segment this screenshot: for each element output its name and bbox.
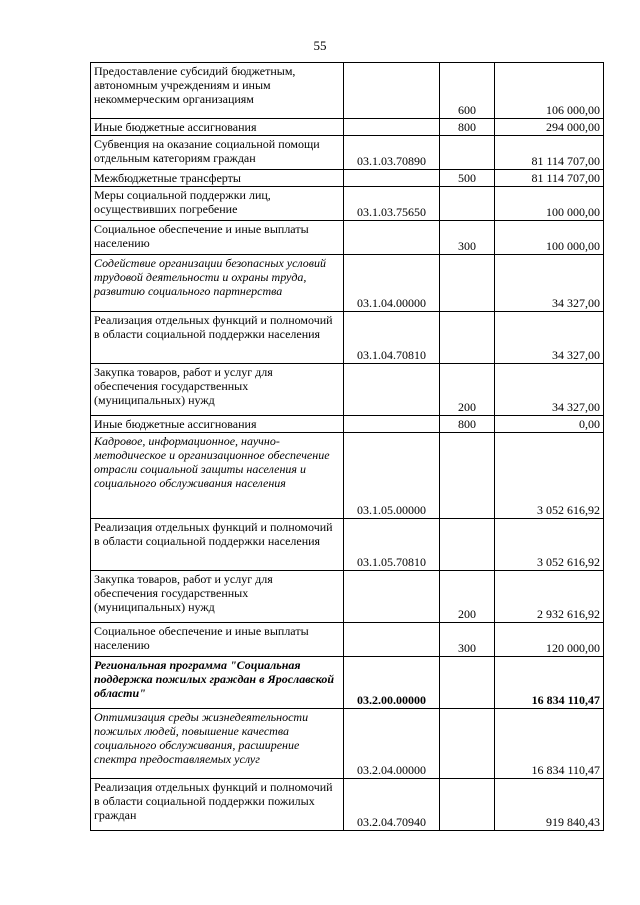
amount-cell: 2 932 616,92 [495,571,604,623]
amount-cell: 0,00 [495,416,604,433]
code-cell [344,364,440,416]
name-cell: Закупка товаров, работ и услуг для обеспечения государственных (муниципальных) нужд [91,364,344,416]
table-row [91,170,604,187]
name-cell: Кадровое, информационное, научно-методическое и организационное обеспечение отрасли социальной защиты населения и социального обслуживания населения [91,433,344,519]
table-row [91,187,604,221]
table-row [91,433,604,519]
table-row [91,312,604,364]
type-cell [440,519,495,571]
amount-cell: 3 052 616,92 [495,433,604,519]
code-cell: 03.1.03.70890 [344,136,440,170]
code-cell: 03.1.04.70810 [344,312,440,364]
name-cell: Иные бюджетные ассигнования [91,416,344,433]
table-row [91,519,604,571]
code-cell: 03.1.04.00000 [344,255,440,312]
code-cell: 03.2.00.00000 [344,657,440,709]
name-cell: Содействие организации безопасных условий трудовой деятельности и охраны труда, развитию социального партнерства [91,255,344,312]
code-cell: 03.1.03.75650 [344,187,440,221]
amount-cell: 34 327,00 [495,312,604,364]
type-cell [440,779,495,831]
amount-cell: 34 327,00 [495,364,604,416]
amount-cell: 16 834 110,47 [495,709,604,779]
amount-cell: 34 327,00 [495,255,604,312]
type-cell: 300 [440,221,495,255]
type-cell: 600 [440,63,495,119]
code-cell [344,63,440,119]
table-row [91,63,604,119]
budget-table-body [91,63,604,831]
type-cell: 200 [440,571,495,623]
table-row [91,571,604,623]
type-cell: 800 [440,119,495,136]
type-cell: 500 [440,170,495,187]
name-cell: Меры социальной поддержки лиц, осуществивших погребение [91,187,344,221]
amount-cell: 919 840,43 [495,779,604,831]
name-cell: Субвенция на оказание социальной помощи отдельным категориям граждан [91,136,344,170]
amount-cell: 81 114 707,00 [495,170,604,187]
budget-table [90,62,604,831]
amount-cell: 100 000,00 [495,187,604,221]
name-cell: Реализация отдельных функций и полномочий в области социальной поддержки населения [91,519,344,571]
name-cell: Социальное обеспечение и иные выплаты населению [91,623,344,657]
page-number: 55 [313,38,327,53]
amount-cell: 3 052 616,92 [495,519,604,571]
code-cell [344,119,440,136]
amount-cell: 16 834 110,47 [495,657,604,709]
name-cell: Оптимизация среды жизнедеятельности пожилых людей, повышение качества социального обслуживания, расширение спектра предоставляемых услуг [91,709,344,779]
name-cell: Закупка товаров, работ и услуг для обеспечения государственных (муниципальных) нужд [91,571,344,623]
name-cell: Социальное обеспечение и иные выплаты населению [91,221,344,255]
table-row [91,709,604,779]
name-cell: Реализация отдельных функций и полномочий в области социальной поддержки пожилых граждан [91,779,344,831]
table-row [91,623,604,657]
name-cell: Региональная программа "Социальная поддержка пожилых граждан в Ярославской области" [91,657,344,709]
code-cell: 03.2.04.00000 [344,709,440,779]
name-cell: Иные бюджетные ассигнования [91,119,344,136]
name-cell: Предоставление субсидий бюджетным, автономным учреждениям и иным некоммерческим организациям [91,63,344,119]
type-cell: 300 [440,623,495,657]
code-cell [344,623,440,657]
amount-cell: 120 000,00 [495,623,604,657]
code-cell [344,221,440,255]
table-row [91,364,604,416]
type-cell [440,709,495,779]
type-cell [440,136,495,170]
code-cell [344,416,440,433]
type-cell [440,657,495,709]
code-cell: 03.1.05.00000 [344,433,440,519]
table-row [91,221,604,255]
table-row [91,119,604,136]
table-row [91,136,604,170]
code-cell [344,571,440,623]
table-row [91,657,604,709]
type-cell: 200 [440,364,495,416]
table-row [91,779,604,831]
amount-cell: 100 000,00 [495,221,604,255]
type-cell [440,187,495,221]
type-cell [440,433,495,519]
code-cell: 03.1.05.70810 [344,519,440,571]
table-row [91,416,604,433]
type-cell [440,255,495,312]
code-cell [344,170,440,187]
name-cell: Межбюджетные трансферты [91,170,344,187]
code-cell: 03.2.04.70940 [344,779,440,831]
amount-cell: 81 114 707,00 [495,136,604,170]
amount-cell: 294 000,00 [495,119,604,136]
amount-cell: 106 000,00 [495,63,604,119]
name-cell: Реализация отдельных функций и полномочий в области социальной поддержки населения [91,312,344,364]
type-cell: 800 [440,416,495,433]
type-cell [440,312,495,364]
table-row [91,255,604,312]
